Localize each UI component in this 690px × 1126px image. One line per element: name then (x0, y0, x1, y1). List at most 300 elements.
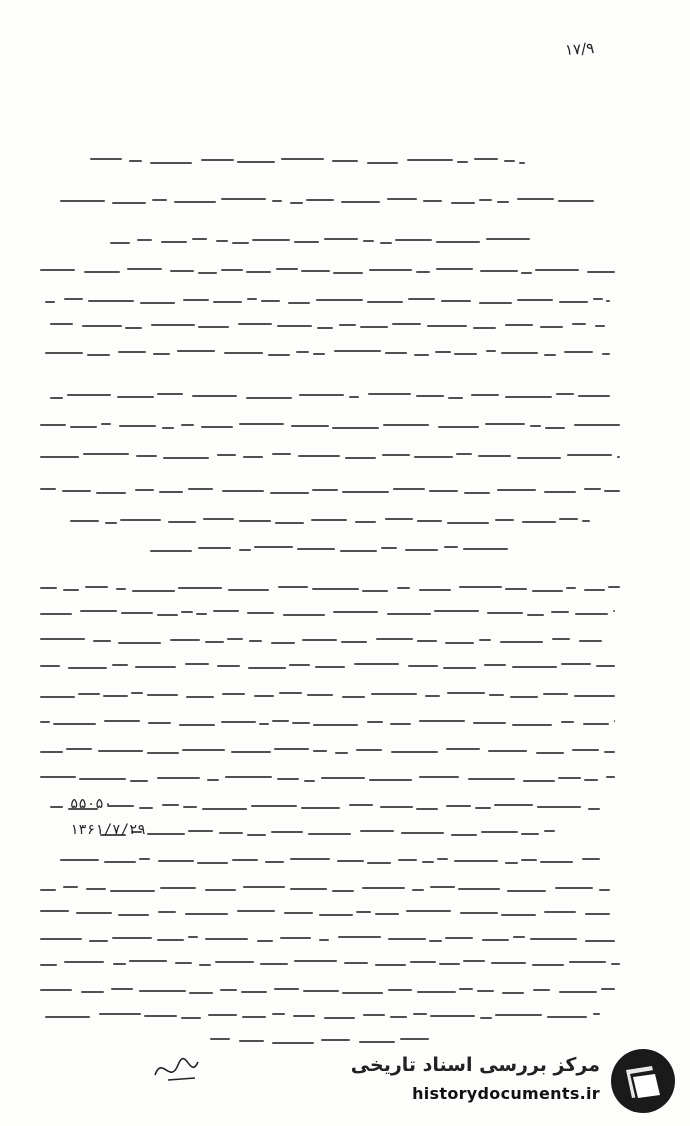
handwritten-word (584, 589, 605, 591)
handwritten-word (362, 887, 405, 889)
handwritten-word (213, 301, 242, 303)
handwritten-word (552, 638, 570, 640)
handwritten-word (368, 393, 411, 395)
handwritten-word (436, 268, 473, 270)
handwritten-word (475, 807, 491, 809)
handwritten-word (497, 201, 509, 203)
handwritten-word (117, 396, 154, 398)
handwritten-word (198, 547, 231, 549)
handwritten-word (488, 750, 527, 752)
handwritten-word (532, 590, 563, 592)
handwritten-word (530, 938, 577, 940)
handwritten-word (312, 588, 359, 590)
handwritten-word (181, 424, 194, 426)
handwritten-word (441, 300, 471, 302)
handwritten-word (135, 489, 154, 491)
handwritten-word (430, 1015, 475, 1017)
handwritten-word (454, 353, 477, 355)
handwritten-word (316, 299, 363, 301)
handwritten-word (40, 424, 66, 426)
handwritten-word (170, 270, 194, 272)
handwritten-word (434, 610, 479, 612)
handwritten-word (40, 910, 69, 912)
handwritten-word (484, 664, 506, 666)
handwritten-word (337, 860, 364, 862)
handwritten-word (395, 239, 432, 241)
handwritten-word (217, 665, 240, 667)
handwritten-word (414, 354, 429, 356)
handwritten-word (60, 200, 105, 202)
handwritten-word (252, 239, 290, 241)
handwritten-word (87, 354, 110, 356)
handwritten-word (272, 1042, 314, 1044)
handwritten-word (324, 238, 358, 240)
handwritten-word (110, 242, 130, 244)
handwritten-word (478, 455, 511, 457)
handwritten-word (221, 198, 266, 200)
handwritten-word (301, 807, 340, 809)
handwritten-word (50, 323, 73, 325)
handwritten-word (62, 490, 91, 492)
handwritten-word (446, 748, 480, 750)
margin-note-number: ۵۵۰۵۰ (70, 796, 113, 812)
handwritten-word (454, 860, 498, 862)
handwritten-word (242, 1016, 266, 1018)
handwritten-word (390, 1016, 407, 1018)
handwritten-word (495, 1014, 542, 1016)
handwritten-word (558, 777, 581, 779)
handwritten-word (551, 611, 569, 613)
handwritten-word (45, 1016, 90, 1018)
handwritten-word (110, 890, 155, 892)
handwritten-word (225, 776, 272, 778)
handwritten-word (436, 241, 480, 243)
handwritten-word (239, 549, 251, 551)
handwritten-word (307, 694, 333, 696)
handwritten-word (359, 1041, 395, 1043)
handwritten-word (268, 354, 290, 356)
handwritten-word (459, 988, 473, 990)
handwritten-word (202, 808, 247, 810)
handwritten-word (68, 667, 107, 669)
handwritten-word (81, 991, 104, 993)
handwritten-word (203, 518, 234, 520)
handwritten-word (416, 395, 444, 397)
handwritten-word (354, 663, 399, 665)
handwritten-word (158, 860, 194, 862)
handwritten-word (487, 612, 523, 614)
handwritten-word (414, 456, 453, 458)
handwritten-word (505, 324, 533, 326)
handwritten-word (118, 642, 161, 644)
handwritten-word (456, 453, 472, 455)
handwritten-word (417, 520, 442, 522)
handwritten-word (308, 833, 351, 835)
handwritten-word (437, 858, 448, 860)
handwritten-word (70, 520, 99, 522)
handwritten-word (118, 914, 149, 916)
handwritten-word (275, 522, 304, 524)
handwritten-word (464, 492, 490, 494)
handwritten-word (147, 833, 185, 835)
handwritten-word (458, 888, 500, 890)
handwritten-word (319, 914, 353, 916)
handwritten-word (93, 640, 111, 642)
handwritten-word (272, 453, 291, 455)
handwritten-word (494, 804, 533, 806)
handwritten-word (435, 351, 451, 353)
handwritten-word (575, 613, 608, 615)
handwritten-word (512, 666, 557, 668)
handwritten-word (170, 639, 200, 641)
handwritten-word (40, 269, 75, 271)
handwritten-word (596, 665, 615, 667)
handwritten-word (183, 806, 197, 808)
handwritten-word (50, 806, 63, 808)
handwritten-word (593, 1013, 600, 1015)
handwritten-word (238, 323, 272, 325)
handwritten-word (583, 723, 609, 725)
handwritten-word (391, 751, 438, 753)
handwritten-word (217, 454, 236, 456)
handwritten-word (471, 394, 499, 396)
handwritten-word (533, 989, 550, 991)
handwritten-word (298, 455, 340, 457)
handwritten-word (192, 238, 207, 240)
handwritten-word (501, 914, 536, 916)
handwritten-word (198, 326, 229, 328)
handwritten-word (332, 160, 358, 162)
handwritten-word (279, 692, 302, 694)
handwritten-word (290, 202, 303, 204)
handwritten-word (380, 806, 413, 808)
handwritten-word (148, 722, 171, 724)
handwritten-word (530, 425, 541, 427)
handwritten-word (186, 696, 214, 698)
handwritten-word (602, 353, 610, 355)
handwritten-word (197, 862, 228, 864)
handwritten-word (457, 161, 468, 163)
handwritten-word (181, 611, 193, 613)
handwritten-word (150, 162, 192, 164)
handwritten-word (473, 327, 496, 329)
handwritten-word (257, 940, 273, 942)
handwritten-word (254, 546, 293, 548)
handwritten-word (231, 751, 271, 753)
handwritten-word (147, 752, 179, 754)
handwritten-word (189, 992, 213, 994)
handwritten-word (272, 720, 289, 722)
handwritten-word (162, 427, 174, 429)
handwritten-word (222, 490, 264, 492)
handwritten-word (132, 590, 175, 592)
handwritten-word (363, 1014, 385, 1016)
handwritten-word (45, 301, 55, 303)
handwritten-word (410, 961, 436, 963)
handwritten-word (497, 489, 536, 491)
handwritten-word (281, 158, 324, 160)
handwritten-word (545, 427, 565, 429)
handwritten-word (387, 613, 431, 615)
handwritten-word (345, 457, 376, 459)
handwritten-word (237, 161, 275, 163)
handwritten-word (301, 270, 330, 272)
handwritten-word (419, 720, 465, 722)
handwritten-word (601, 988, 615, 990)
handwritten-word (99, 1013, 141, 1015)
handwritten-word (407, 159, 453, 161)
handwritten-word (157, 393, 183, 395)
handwritten-word (290, 858, 330, 860)
handwritten-word (311, 519, 347, 521)
handwritten-word (363, 240, 374, 242)
handwritten-word (369, 779, 412, 781)
handwritten-word (177, 350, 215, 352)
handwritten-word (375, 913, 399, 915)
handwritten-word (192, 395, 237, 397)
handwritten-word (423, 200, 442, 202)
handwritten-word (439, 963, 460, 965)
handwritten-word (221, 269, 243, 271)
handwritten-word (129, 960, 167, 962)
handwritten-word (444, 546, 458, 548)
handwritten-word (232, 859, 258, 861)
handwritten-word (521, 859, 537, 861)
handwritten-word (221, 721, 256, 723)
handwritten-word (380, 242, 392, 244)
handwritten-word (237, 910, 275, 912)
handwritten-word (40, 938, 82, 940)
handwritten-word (460, 912, 498, 914)
handwritten-word (362, 590, 388, 592)
handwritten-word (103, 695, 128, 697)
handwritten-word (182, 749, 225, 751)
handwritten-word (131, 692, 143, 694)
handwritten-word (159, 491, 183, 493)
handwritten-word (527, 614, 544, 616)
handwritten-word (388, 989, 412, 991)
handwritten-word (419, 589, 451, 591)
handwritten-word (127, 268, 162, 270)
handwritten-word (158, 911, 176, 913)
handwritten-word (185, 913, 228, 915)
handwritten-word (53, 723, 96, 725)
handwritten-word (485, 423, 525, 425)
handwritten-word (566, 587, 576, 589)
handwritten-word (521, 272, 532, 274)
handwritten-word (112, 664, 128, 666)
handwritten-word (500, 641, 543, 643)
handwritten-word (239, 1040, 264, 1042)
handwritten-word (112, 937, 152, 939)
handwritten-word (572, 323, 586, 325)
handwritten-word (86, 888, 106, 890)
watermark-url: historydocuments.ir (412, 1084, 600, 1103)
handwritten-word (289, 664, 310, 666)
handwritten-word (385, 352, 407, 354)
handwritten-word (367, 162, 398, 164)
handwritten-word (139, 807, 153, 809)
handwritten-word (486, 238, 530, 240)
handwritten-word (477, 990, 494, 992)
handwritten-word (383, 424, 429, 426)
handwritten-word (523, 780, 555, 782)
handwritten-word (393, 488, 425, 490)
handwritten-word (505, 862, 518, 864)
handwritten-word (228, 589, 269, 591)
handwritten-word (544, 491, 576, 493)
handwritten-word (587, 271, 615, 273)
handwritten-word (198, 272, 217, 274)
handwritten-word (517, 457, 561, 459)
handwritten-word (247, 612, 274, 614)
handwritten-word (40, 587, 57, 589)
handwritten-word (417, 640, 437, 642)
handwritten-word (544, 911, 576, 913)
handwritten-word (210, 1038, 230, 1040)
handwritten-word (40, 776, 76, 778)
handwritten-word (119, 425, 156, 427)
handwritten-word (344, 962, 368, 964)
handwritten-word (349, 804, 373, 806)
handwritten-word (614, 720, 615, 722)
handwritten-word (479, 639, 491, 641)
handwritten-word (125, 327, 142, 329)
handwritten-word (277, 325, 312, 327)
handwritten-word (294, 241, 319, 243)
handwritten-word (271, 642, 295, 644)
handwritten-word (249, 640, 262, 642)
handwritten-word (151, 324, 195, 326)
handwritten-word (339, 324, 356, 326)
handwritten-word (293, 1015, 315, 1017)
handwritten-word (559, 991, 597, 993)
handwritten-word (40, 488, 56, 490)
handwritten-word (64, 298, 83, 300)
handwritten-word (505, 396, 552, 398)
handwritten-word (606, 776, 615, 778)
handwritten-word (463, 548, 508, 550)
handwritten-word (425, 695, 440, 697)
handwritten-word (332, 890, 354, 892)
handwritten-word (205, 889, 236, 891)
watermark-title: مرکز بررسی اسناد تاریخی (350, 1054, 600, 1076)
handwritten-word (67, 394, 111, 396)
handwritten-word (136, 455, 157, 457)
handwritten-word (104, 861, 136, 863)
handwritten-word (261, 300, 280, 302)
handwritten-word (274, 988, 299, 990)
handwritten-word (315, 666, 345, 668)
handwritten-word (405, 549, 438, 551)
handwritten-word (118, 351, 146, 353)
handwritten-word (486, 350, 496, 352)
handwritten-word (299, 394, 344, 396)
handwritten-word (321, 777, 365, 779)
handwritten-word (90, 158, 122, 160)
handwritten-word (135, 666, 176, 668)
handwritten-word (547, 1016, 587, 1018)
handwritten-word (144, 1015, 177, 1017)
handwritten-word (390, 723, 411, 725)
handwritten-word (536, 752, 564, 754)
handwritten-word (161, 241, 187, 243)
handwritten-word (160, 887, 196, 889)
handwritten-word (397, 587, 410, 589)
handwritten-word (371, 693, 417, 695)
handwritten-word (247, 834, 266, 836)
handwritten-word (294, 960, 337, 962)
folder-stack-icon (608, 1046, 678, 1116)
handwritten-word (101, 423, 111, 425)
handwritten-word (303, 990, 339, 992)
handwritten-word (574, 424, 620, 426)
handwritten-word (451, 202, 475, 204)
handwritten-word (63, 886, 78, 888)
handwritten-word (480, 270, 518, 272)
handwritten-word (219, 832, 243, 834)
handwritten-word (288, 302, 310, 304)
handwritten-word (246, 397, 292, 399)
handwritten-word (79, 778, 126, 780)
handwritten-word (482, 939, 509, 941)
handwritten-word (208, 1014, 237, 1016)
handwritten-word (85, 586, 108, 588)
handwritten-word (201, 159, 234, 161)
handwritten-word (417, 991, 456, 993)
handwritten-word (243, 886, 285, 888)
handwritten-word (572, 749, 599, 751)
handwritten-word (40, 721, 50, 723)
handwritten-word (332, 427, 379, 429)
page-number: ۱۷/۹ (564, 39, 595, 59)
handwritten-word (175, 962, 192, 964)
handwritten-word (40, 665, 60, 667)
handwritten-word (104, 720, 140, 722)
handwritten-word (179, 724, 215, 726)
handwritten-word (585, 940, 615, 942)
handwritten-word (50, 397, 63, 399)
handwritten-word (535, 269, 579, 271)
handwritten-word (593, 298, 603, 300)
handwritten-word (504, 160, 515, 162)
handwritten-word (375, 964, 406, 966)
handwritten-word (416, 808, 438, 810)
handwritten-word (446, 805, 471, 807)
handwritten-word (595, 325, 605, 327)
handwritten-word (341, 201, 380, 203)
handwritten-word (463, 960, 485, 962)
handwritten-word (248, 667, 286, 669)
handwritten-word (385, 518, 413, 520)
handwritten-word (335, 752, 348, 754)
handwritten-word (105, 522, 117, 524)
handwritten-word (153, 353, 170, 355)
handwritten-word (382, 454, 410, 456)
handwritten-word (290, 888, 327, 890)
handwritten-word (356, 749, 382, 751)
handwritten-word (319, 939, 329, 941)
handwritten-word (205, 641, 224, 643)
handwritten-word (274, 748, 309, 750)
handwritten-word (111, 988, 133, 990)
handwritten-word (448, 397, 463, 399)
handwritten-word (313, 353, 325, 355)
handwritten-word (40, 964, 57, 966)
handwritten-word (473, 722, 506, 724)
handwritten-word (617, 456, 620, 458)
handwritten-word (479, 302, 512, 304)
